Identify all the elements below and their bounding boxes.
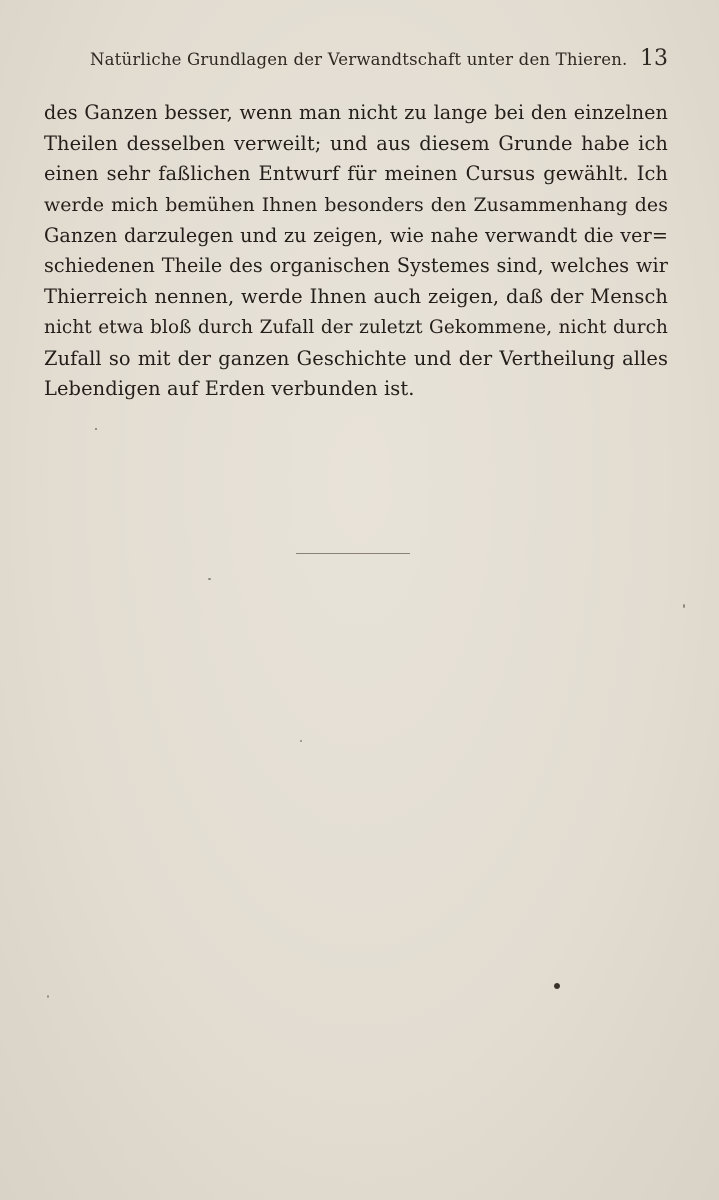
text-line: des Ganzen besser, wenn man nicht zu lange bei den einzelnen bbox=[44, 101, 668, 124]
text-line: Zufall so mit der ganzen Geschichte und der Vertheilung alles bbox=[44, 346, 668, 370]
text-line: einen sehr faßlichen Entwurf für meinen Cursus gewählt. Ich bbox=[44, 162, 668, 186]
paper-speck bbox=[95, 428, 97, 430]
text-line: werde mich bemühen Ihnen besonders den Zusammenhang des bbox=[44, 194, 668, 217]
text-line: nicht etwa bloß durch Zufall der zuletzt Gekommene, nicht durch bbox=[44, 316, 668, 338]
running-title: Natürliche Grundlagen der Verwandtschaft unter den Thieren. bbox=[90, 50, 628, 69]
body-paragraph bbox=[44, 98, 668, 405]
text-line: schiedenen Theile des organischen Systemes sind, welches wir bbox=[44, 254, 668, 278]
text-line: Ganzen darzulegen und zu zeigen, wie nahe verwandt die ver= bbox=[44, 223, 668, 247]
section-divider-rule bbox=[296, 553, 410, 554]
text-line: Theilen desselben verweilt; und aus diesem Grunde habe ich bbox=[44, 131, 668, 155]
text-line: Lebendigen auf Erden verbunden ist. bbox=[44, 377, 415, 401]
paper-speck bbox=[300, 740, 302, 742]
paper-speck bbox=[47, 995, 49, 998]
running-head bbox=[90, 46, 668, 74]
paper-speck bbox=[554, 983, 560, 989]
text-line: Thierreich nennen, werde Ihnen auch zeigen, daß der Mensch bbox=[44, 285, 668, 309]
paper-speck bbox=[208, 578, 211, 580]
page-number: 13 bbox=[640, 46, 668, 71]
paper-speck bbox=[683, 604, 685, 608]
